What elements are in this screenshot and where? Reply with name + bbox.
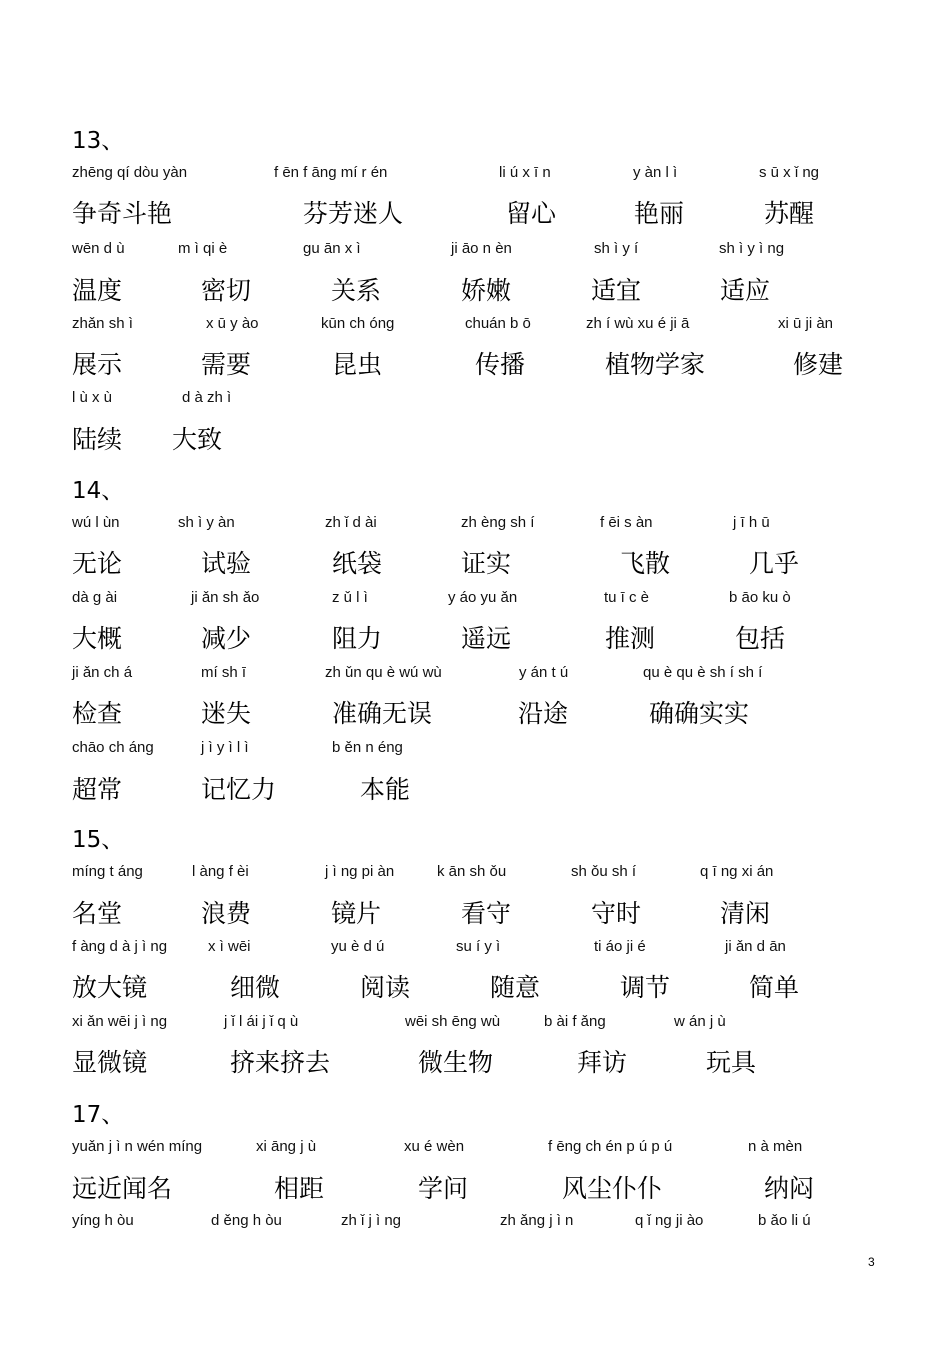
pinyin: wēi sh ēng wù <box>405 1013 501 1030</box>
word: 纸袋 <box>332 549 383 578</box>
pinyin: mí sh ī <box>201 664 247 681</box>
pinyin: zhǎn sh ì <box>72 315 133 332</box>
section-15-label: 15、 <box>72 827 125 853</box>
page-number: 3 <box>868 1255 875 1269</box>
pinyin: sh ì y ì ng <box>719 240 785 257</box>
word: 随意 <box>490 973 541 1002</box>
word: 超常 <box>72 775 123 804</box>
pinyin: f ēi s àn <box>600 514 653 531</box>
pinyin: ji ǎn ch á <box>72 664 133 681</box>
word: 名堂 <box>72 899 123 928</box>
pinyin: yu è d ú <box>331 938 385 955</box>
pinyin: b ài f ǎng <box>544 1013 606 1030</box>
word: 镜片 <box>331 899 382 928</box>
word: 看守 <box>461 899 512 928</box>
word: 浪费 <box>201 899 252 928</box>
word: 遥远 <box>461 624 512 653</box>
pinyin: míng t áng <box>72 863 143 880</box>
pinyin: ji āo n èn <box>451 240 512 257</box>
word: 昆虫 <box>332 350 383 379</box>
pinyin: j ì ng pi àn <box>325 863 395 880</box>
pinyin: f ēn f āng mí r én <box>274 164 388 181</box>
word: 细微 <box>230 973 281 1002</box>
word: 试验 <box>201 549 252 578</box>
word: 争奇斗艳 <box>72 199 173 228</box>
pinyin: j ī h ū <box>733 514 770 531</box>
word: 放大镜 <box>72 973 148 1002</box>
word: 风尘仆仆 <box>562 1174 663 1203</box>
section-14-label: 14、 <box>72 478 125 504</box>
word: 确确实实 <box>649 699 750 728</box>
pinyin: xi ǎn wēi j ì ng <box>72 1013 168 1030</box>
word: 拜访 <box>577 1048 628 1077</box>
word: 几乎 <box>749 549 800 578</box>
pinyin: zh ǎng j ì n <box>500 1212 574 1229</box>
word: 适宜 <box>591 276 642 305</box>
pinyin: li ú x ī n <box>499 164 551 181</box>
pinyin: kūn ch óng <box>321 315 395 332</box>
pinyin: chāo ch áng <box>72 739 154 756</box>
pinyin: l ù x ù <box>72 389 113 406</box>
word: 微生物 <box>418 1048 494 1077</box>
pinyin: b āo ku ò <box>729 589 791 606</box>
word: 挤来挤去 <box>230 1048 331 1077</box>
pinyin: sh ǒu sh í <box>571 863 637 880</box>
word: 调节 <box>620 973 671 1002</box>
section-13-label: 13、 <box>72 128 125 154</box>
word: 需要 <box>201 350 252 379</box>
word: 传播 <box>475 350 526 379</box>
word: 学问 <box>418 1174 469 1203</box>
pinyin: xi āng j ù <box>256 1138 317 1155</box>
word: 包括 <box>735 624 786 653</box>
pinyin: b ǎo li ú <box>758 1212 811 1229</box>
word: 阅读 <box>360 973 411 1002</box>
pinyin: ji ǎn d ān <box>725 938 786 955</box>
pinyin: ji ǎn sh ǎo <box>191 589 260 606</box>
word: 留心 <box>506 199 557 228</box>
word: 减少 <box>201 624 252 653</box>
word: 证实 <box>461 549 512 578</box>
pinyin: yuǎn j ì n wén míng <box>72 1138 203 1155</box>
word: 无论 <box>72 549 123 578</box>
pinyin: x ū y ào <box>206 315 259 332</box>
pinyin: sh ì y í <box>594 240 639 257</box>
pinyin: l àng f èi <box>192 863 249 880</box>
pinyin: dà g ài <box>72 589 118 606</box>
pinyin: zhēng qí dòu yàn <box>72 164 188 181</box>
word: 相距 <box>274 1174 325 1203</box>
pinyin: q ī ng xi án <box>700 863 774 880</box>
pinyin: xu é wèn <box>404 1138 465 1155</box>
pinyin: y áo yu ǎn <box>448 589 518 606</box>
word: 纳闷 <box>764 1174 815 1203</box>
word: 大致 <box>172 425 223 454</box>
pinyin: zh ǐ j ì ng <box>341 1212 402 1229</box>
pinyin: y án t ú <box>519 664 569 681</box>
word: 沿途 <box>518 699 569 728</box>
pinyin: s ū x ǐ ng <box>759 164 820 181</box>
pinyin: m ì qi è <box>178 240 228 257</box>
pinyin: k ān sh ǒu <box>437 863 507 880</box>
word: 修建 <box>793 350 844 379</box>
word: 准确无误 <box>332 699 433 728</box>
pinyin: gu ān x ì <box>303 240 361 257</box>
pinyin: y àn l ì <box>633 164 678 181</box>
word: 艳丽 <box>634 199 685 228</box>
word: 温度 <box>72 276 123 305</box>
pinyin: wēn d ù <box>72 240 125 257</box>
pinyin: j ǐ l ái j ǐ q ù <box>224 1013 299 1030</box>
word: 远近闻名 <box>72 1174 173 1203</box>
word: 玩具 <box>706 1048 757 1077</box>
pinyin: zh ǔn qu è wú wù <box>325 664 442 681</box>
pinyin: wú l ùn <box>72 514 120 531</box>
word: 植物学家 <box>605 350 706 379</box>
pinyin: f àng d à j ì ng <box>72 938 168 955</box>
pinyin: b ěn n éng <box>332 739 403 756</box>
word: 飞散 <box>620 549 671 578</box>
pinyin: su í y ì <box>456 938 501 955</box>
pinyin: zh ǐ d ài <box>325 514 377 531</box>
pinyin: x ì wēi <box>208 938 251 955</box>
word: 阻力 <box>332 624 383 653</box>
word: 芬芳迷人 <box>303 199 404 228</box>
pinyin: xi ū ji àn <box>778 315 834 332</box>
pinyin: n à mèn <box>748 1138 803 1155</box>
pinyin: yíng h òu <box>72 1212 134 1229</box>
pinyin: ti áo ji é <box>594 938 646 955</box>
pinyin: j ì y ì l ì <box>201 739 249 756</box>
pinyin: d ěng h òu <box>211 1212 282 1229</box>
word: 清闲 <box>720 899 771 928</box>
word: 守时 <box>591 899 642 928</box>
word: 密切 <box>201 276 252 305</box>
word: 迷失 <box>201 699 252 728</box>
word: 适应 <box>720 276 771 305</box>
word: 显微镜 <box>72 1048 148 1077</box>
word: 推测 <box>605 624 656 653</box>
word: 苏醒 <box>764 199 815 228</box>
word: 娇嫩 <box>461 276 512 305</box>
pinyin: q ǐ ng ji ào <box>635 1212 704 1229</box>
pinyin: zh í wù xu é ji ā <box>586 315 690 332</box>
pinyin: sh ì y àn <box>178 514 235 531</box>
word: 本能 <box>360 775 411 804</box>
pinyin: d à zh ì <box>182 389 232 406</box>
pinyin: tu ī c è <box>604 589 650 606</box>
word: 展示 <box>72 350 123 379</box>
word: 简单 <box>749 973 800 1002</box>
word: 记忆力 <box>201 775 277 804</box>
pinyin: chuán b ō <box>465 315 531 332</box>
pinyin: zh èng sh í <box>461 514 535 531</box>
pinyin: qu è qu è sh í sh í <box>643 664 763 681</box>
pinyin: z ǔ l ì <box>332 589 368 606</box>
word: 陆续 <box>72 425 123 454</box>
word: 检查 <box>72 699 123 728</box>
word: 关系 <box>331 276 382 305</box>
section-17-label: 17、 <box>72 1102 125 1128</box>
pinyin: w án j ù <box>674 1013 726 1030</box>
word: 大概 <box>72 624 123 653</box>
pinyin: f ēng ch én p ú p ú <box>548 1138 673 1155</box>
